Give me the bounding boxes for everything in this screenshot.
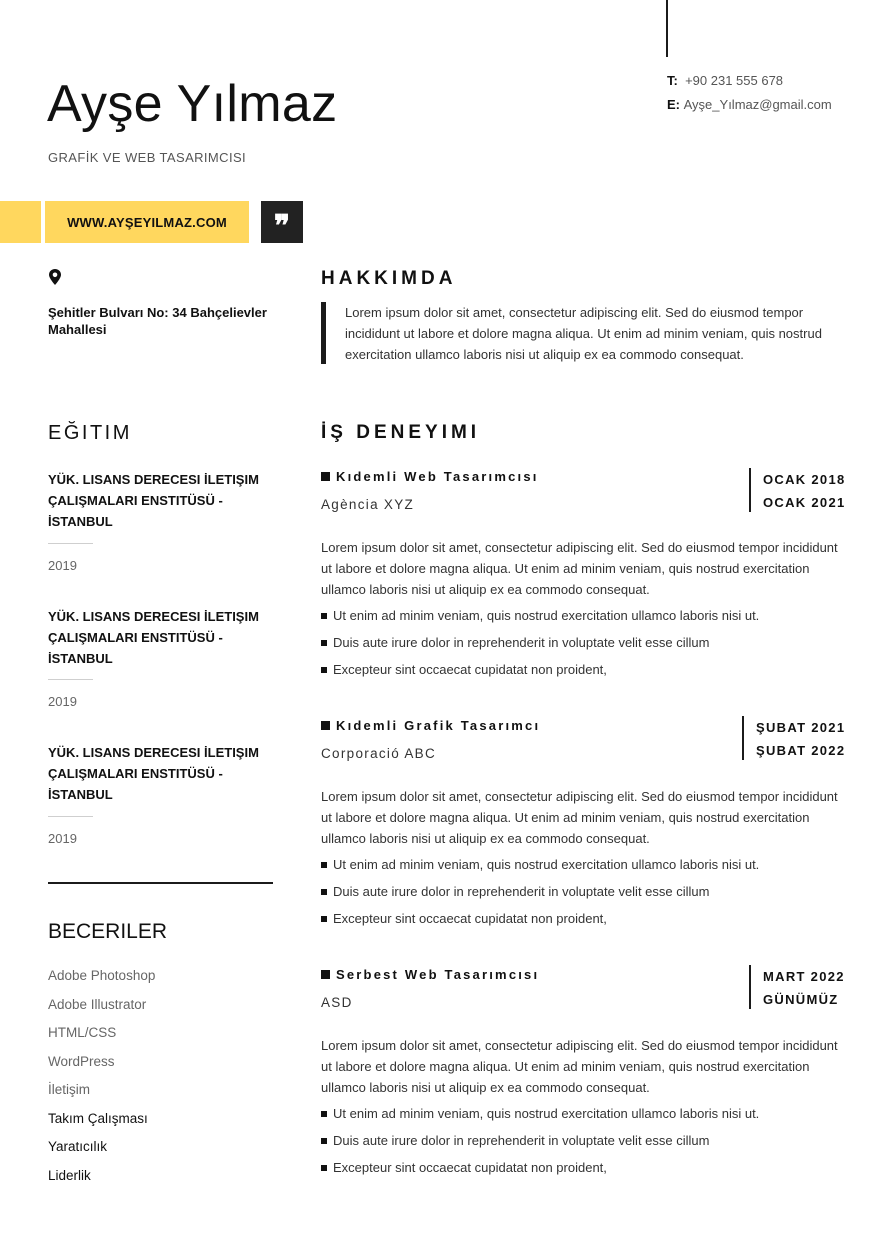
job-bullet-text: Duis aute irure dolor in reprehenderit in voluptate velit esse cillum bbox=[333, 635, 710, 650]
candidate-name: Ayşe Yılmaz bbox=[47, 75, 338, 133]
email-line bbox=[667, 97, 832, 112]
quote-icon: ❞ bbox=[261, 201, 303, 243]
square-bullet-icon bbox=[321, 472, 330, 481]
about-text: Lorem ipsum dolor sit amet, consectetur adipiscing elit. Sed do eiusmod tempor incididunt ut labore et dolore magna aliqua. Ut enim ad minim veniam, quis nostrud exercitation ullamco laboris nisi ut aliquip ex ea commodo consequat. bbox=[345, 305, 822, 362]
job-bullet-text: Duis aute irure dolor in reprehenderit in voluptate velit esse cillum bbox=[333, 1133, 710, 1148]
skill-item: İletişim bbox=[48, 1082, 91, 1097]
about-accent-bar bbox=[321, 302, 326, 364]
company-name: ASD bbox=[321, 995, 353, 1010]
education-year: 2019 bbox=[48, 694, 77, 709]
job-end-date: ŞUBAT 2022 bbox=[756, 743, 846, 758]
job-dates bbox=[763, 468, 846, 514]
job-dates bbox=[763, 965, 845, 1011]
skill-item: Adobe Photoshop bbox=[48, 968, 156, 983]
job-bullet-text: Excepteur sint occaecat cupidatat non proident, bbox=[333, 662, 607, 677]
education-title: YÜK. LISANS DERECESI İLETIŞIM ÇALIŞMALARI ENSTITÜSÜ - İSTANBUL bbox=[48, 472, 259, 529]
company-name: Agència XYZ bbox=[321, 497, 415, 512]
skill-item: Yaratıcılık bbox=[48, 1139, 108, 1154]
education-title: YÜK. LISANS DERECESI İLETIŞIM ÇALIŞMALARI ENSTITÜSÜ - İSTANBUL bbox=[48, 745, 259, 802]
square-bullet-icon bbox=[321, 970, 330, 979]
company-name: Corporació ABC bbox=[321, 746, 436, 761]
job-bullet bbox=[321, 1133, 709, 1148]
square-bullet-icon bbox=[321, 862, 327, 868]
skill-item: Takım Çalışması bbox=[48, 1111, 148, 1126]
map-pin-icon bbox=[47, 268, 63, 286]
education-title: YÜK. LISANS DERECESI İLETIŞIM ÇALIŞMALARI ENSTITÜSÜ - İSTANBUL bbox=[48, 609, 259, 666]
job-dates bbox=[756, 716, 845, 762]
date-divider bbox=[742, 716, 744, 760]
education-divider bbox=[48, 543, 93, 544]
job-start-date: MART 2022 bbox=[763, 969, 845, 984]
square-bullet-icon bbox=[321, 1138, 327, 1144]
job-start-date: ŞUBAT 2021 bbox=[756, 720, 846, 735]
phone-line bbox=[667, 73, 783, 88]
square-bullet-icon bbox=[321, 889, 327, 895]
experience-heading: İŞ DENEYIMI bbox=[321, 422, 481, 443]
square-bullet-icon bbox=[321, 613, 327, 619]
job-title bbox=[321, 967, 539, 982]
job-bullet bbox=[321, 911, 607, 926]
job-start-date: OCAK 2018 bbox=[763, 472, 846, 487]
email-address[interactable]: Ayşe_Yılmaz@gmail.com bbox=[683, 97, 832, 112]
square-bullet-icon bbox=[321, 1111, 327, 1117]
date-divider bbox=[749, 965, 751, 1009]
job-bullet bbox=[321, 1106, 759, 1121]
date-divider bbox=[749, 468, 751, 512]
education-year: 2019 bbox=[48, 831, 77, 846]
job-bullet-text: Excepteur sint occaecat cupidatat non proident, bbox=[333, 1160, 607, 1175]
job-end-date: GÜNÜMÜZ bbox=[763, 992, 839, 1007]
job-subtitle: GRAFİK VE WEB TASARIMCISI bbox=[48, 150, 247, 165]
phone-label: T: bbox=[667, 73, 678, 88]
email-label: E: bbox=[667, 97, 680, 112]
job-title-text: Kıdemli Web Tasarımcısı bbox=[336, 469, 539, 484]
job-bullet-text: Excepteur sint occaecat cupidatat non proident, bbox=[333, 911, 607, 926]
about-heading: HAKKIMDA bbox=[321, 268, 457, 289]
job-title bbox=[321, 718, 540, 733]
education-heading: EĞITIM bbox=[48, 422, 132, 444]
job-description: Lorem ipsum dolor sit amet, consectetur adipiscing elit. Sed do eiusmod tempor incididunt ut labore et dolore magna aliqua. Ut enim ad minim veniam, quis nostrud exercitation ullamco laboris nisi ut aliquip ex ea commodo consequat. bbox=[321, 1038, 838, 1095]
job-bullet bbox=[321, 635, 709, 650]
job-bullet-text: Duis aute irure dolor in reprehenderit in voluptate velit esse cillum bbox=[333, 884, 710, 899]
skill-item: Liderlik bbox=[48, 1168, 91, 1183]
square-bullet-icon bbox=[321, 640, 327, 646]
square-bullet-icon bbox=[321, 1165, 327, 1171]
job-bullet-text: Ut enim ad minim veniam, quis nostrud exercitation ullamco laboris nisi ut. bbox=[333, 857, 760, 872]
education-year: 2019 bbox=[48, 558, 77, 573]
job-bullet bbox=[321, 1160, 607, 1175]
job-bullet bbox=[321, 662, 607, 677]
skill-item: WordPress bbox=[48, 1054, 115, 1069]
address: Şehitler Bulvarı No: 34 Bahçelievler Mahallesi bbox=[48, 305, 267, 337]
job-end-date: OCAK 2021 bbox=[763, 495, 846, 510]
square-bullet-icon bbox=[321, 916, 327, 922]
skill-item: HTML/CSS bbox=[48, 1025, 117, 1040]
job-bullet-text: Ut enim ad minim veniam, quis nostrud exercitation ullamco laboris nisi ut. bbox=[333, 608, 760, 623]
top-divider bbox=[666, 0, 668, 57]
job-bullet bbox=[321, 608, 759, 623]
skills-heading: BECERILER bbox=[48, 920, 168, 943]
accent-block bbox=[0, 201, 41, 243]
phone-number[interactable]: +90 231 555 678 bbox=[685, 73, 784, 88]
square-bullet-icon bbox=[321, 667, 327, 673]
job-title-text: Serbest Web Tasarımcısı bbox=[336, 967, 540, 982]
website-link[interactable]: WWW.AYŞEYILMAZ.COM bbox=[45, 201, 249, 243]
section-divider bbox=[48, 882, 273, 884]
education-divider bbox=[48, 816, 93, 817]
skill-item: Adobe Illustrator bbox=[48, 997, 147, 1012]
education-divider bbox=[48, 679, 93, 680]
job-description: Lorem ipsum dolor sit amet, consectetur adipiscing elit. Sed do eiusmod tempor incididunt ut labore et dolore magna aliqua. Ut enim ad minim veniam, quis nostrud exercitation ullamco laboris nisi ut aliquip ex ea commodo consequat. bbox=[321, 789, 838, 846]
job-bullet-text: Ut enim ad minim veniam, quis nostrud exercitation ullamco laboris nisi ut. bbox=[333, 1106, 760, 1121]
job-title-text: Kıdemli Grafik Tasarımcı bbox=[336, 718, 541, 733]
job-title bbox=[321, 469, 539, 484]
job-description: Lorem ipsum dolor sit amet, consectetur adipiscing elit. Sed do eiusmod tempor incididunt ut labore et dolore magna aliqua. Ut enim ad minim veniam, quis nostrud exercitation ullamco laboris nisi ut aliquip ex ea commodo consequat. bbox=[321, 540, 838, 597]
job-bullet bbox=[321, 857, 759, 872]
square-bullet-icon bbox=[321, 721, 330, 730]
job-bullet bbox=[321, 884, 709, 899]
